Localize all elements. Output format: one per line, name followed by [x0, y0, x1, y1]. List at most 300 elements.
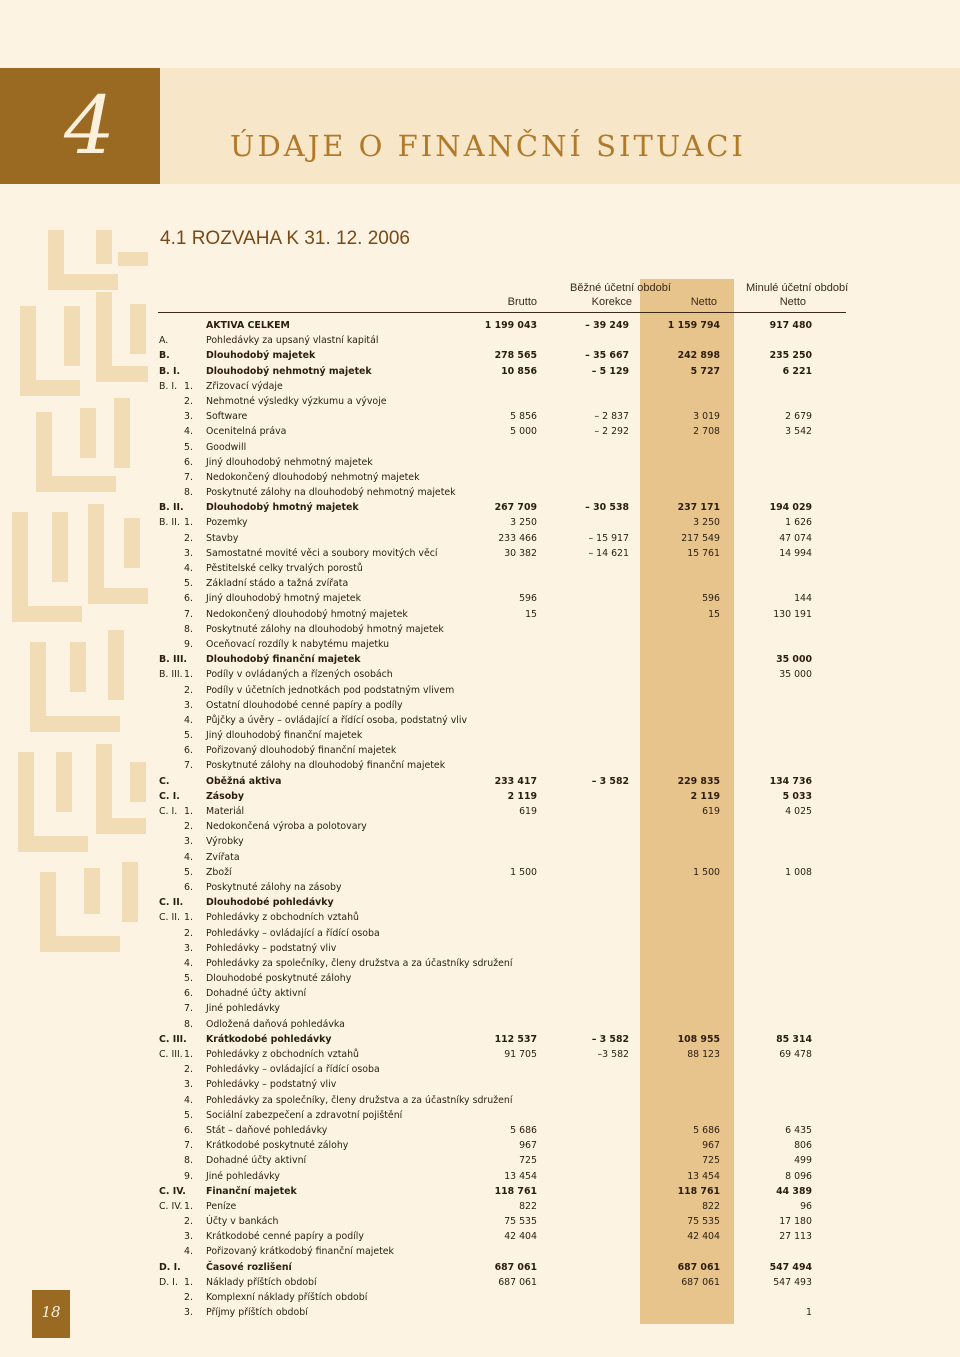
row-code: A. — [159, 335, 169, 347]
row-netto: 3 019 — [693, 411, 720, 423]
row-previous-netto: 235 250 — [769, 350, 812, 362]
table-row — [0, 986, 960, 1001]
row-number: 4. — [184, 1094, 193, 1106]
row-number: 7. — [184, 1003, 193, 1015]
table-row — [0, 910, 960, 925]
table-row — [0, 1169, 960, 1184]
row-brutto: 822 — [519, 1200, 537, 1212]
table-row — [0, 880, 960, 895]
table-row — [0, 926, 960, 941]
row-label: Podíly v účetních jednotkách pod podstatným vlivem — [206, 684, 455, 696]
row-number: 5. — [184, 866, 193, 878]
row-netto: 2 708 — [693, 426, 720, 438]
row-number: 4. — [184, 714, 193, 726]
row-label: Odložená daňová pohledávka — [206, 1018, 345, 1030]
row-brutto: 725 — [519, 1155, 537, 1167]
row-netto: 13 454 — [687, 1170, 720, 1182]
row-korekce: – 2 292 — [594, 426, 629, 438]
row-label: Pohledávky z obchodních vztahů — [206, 1049, 360, 1060]
row-code: C. II. — [159, 897, 184, 909]
row-label: Pozemky — [206, 517, 248, 529]
row-label: Dlouhodobý hmotný majetek — [206, 502, 359, 514]
row-previous-netto: 4 025 — [785, 806, 812, 817]
row-label: Dlouhodobý finanční majetek — [206, 654, 361, 666]
table-row — [0, 1244, 960, 1259]
row-label: Nedokončená výroba a polotovary — [206, 821, 367, 833]
row-brutto: 267 709 — [494, 502, 537, 514]
row-label: Materiál — [206, 806, 245, 817]
table-row — [0, 667, 960, 682]
row-brutto: 118 761 — [494, 1185, 537, 1197]
row-label: Půjčky a úvěry – ovládající a řídící osoba, podstatný vliv — [206, 714, 468, 726]
row-number: 1. — [184, 912, 193, 924]
header-netto: Netto — [690, 296, 717, 308]
row-korekce: – 15 917 — [588, 532, 629, 544]
row-number: 4. — [184, 1246, 193, 1258]
row-brutto: 112 537 — [494, 1033, 537, 1045]
row-number: 7. — [184, 471, 193, 483]
row-code: C. II. — [159, 912, 181, 924]
row-number: 1. — [184, 1276, 193, 1288]
row-previous-netto: 144 — [794, 593, 812, 605]
row-previous-netto: 499 — [794, 1155, 812, 1167]
row-number: 6. — [184, 988, 193, 1000]
row-label: Poskytnuté zálohy na dlouhodobý hmotný majetek — [206, 623, 444, 635]
row-brutto: 5 000 — [510, 426, 537, 438]
row-previous-netto: 3 542 — [785, 426, 812, 438]
row-netto: 822 — [702, 1200, 720, 1212]
row-label: Jiný dlouhodobý hmotný majetek — [206, 593, 361, 605]
table-row — [0, 333, 960, 348]
row-korekce: – 35 667 — [585, 350, 629, 362]
row-number: 2. — [184, 532, 193, 544]
row-previous-netto: 8 096 — [785, 1170, 812, 1182]
row-label: Samostatné movité věci a soubory movitých věcí — [206, 547, 438, 559]
row-previous-netto: 35 000 — [776, 654, 812, 666]
row-netto: 2 119 — [690, 790, 720, 802]
row-code: B. II. — [159, 502, 184, 514]
row-label: Základní stádo a tažná zvířata — [206, 578, 349, 590]
table-row — [0, 850, 960, 865]
table-row — [0, 440, 960, 455]
table-row — [0, 683, 960, 698]
row-previous-netto: 547 493 — [773, 1276, 812, 1288]
table-row — [0, 515, 960, 530]
table-row — [0, 561, 960, 576]
row-label: AKTIVA CELKEM — [206, 320, 290, 331]
row-number: 8. — [184, 623, 193, 635]
row-number: 1. — [184, 380, 193, 392]
row-netto: 1 500 — [693, 866, 720, 878]
row-korekce: – 30 538 — [585, 502, 629, 514]
row-code: B. II. — [159, 517, 180, 529]
row-code: C. I. — [159, 806, 178, 817]
row-label: Peníze — [206, 1200, 237, 1212]
row-previous-netto: 194 029 — [769, 502, 812, 514]
table-row — [0, 713, 960, 728]
row-previous-netto: 5 033 — [782, 790, 812, 802]
row-number: 8. — [184, 1155, 193, 1167]
row-brutto: 233 466 — [498, 532, 537, 544]
row-number: 2. — [184, 395, 193, 407]
row-brutto: 15 — [525, 608, 537, 620]
row-netto: 42 404 — [687, 1231, 720, 1243]
row-label: Pořizovaný krátkodobý finanční majetek — [206, 1246, 394, 1258]
row-label: Dlouhodobý majetek — [206, 350, 316, 362]
table-row — [0, 1138, 960, 1153]
row-netto: 967 — [702, 1140, 720, 1152]
row-previous-netto: 1 — [806, 1307, 812, 1319]
table-row — [0, 394, 960, 409]
table-row — [0, 531, 960, 546]
row-number: 3. — [184, 1307, 193, 1319]
row-brutto: 687 061 — [498, 1276, 537, 1288]
table-row — [0, 1017, 960, 1032]
header-previous-period: Minulé účetní období — [746, 282, 849, 294]
row-label: Pořizovaný dlouhodobý finanční majetek — [206, 745, 397, 757]
row-label: Komplexní náklady příštích období — [206, 1292, 368, 1303]
row-brutto: 2 119 — [507, 790, 537, 802]
row-previous-netto: 69 478 — [779, 1049, 812, 1060]
row-label: Výrobky — [206, 836, 244, 848]
row-label: Zřizovací výdaje — [206, 380, 283, 392]
row-label: Ocenitelná práva — [206, 426, 287, 438]
row-code: B. I. — [159, 365, 181, 377]
row-number: 4. — [184, 426, 193, 438]
table-row — [0, 1260, 960, 1275]
table-row — [0, 348, 960, 363]
table-row — [0, 1123, 960, 1138]
row-korekce: – 3 582 — [591, 1033, 629, 1045]
row-number: 2. — [184, 927, 193, 939]
table-row — [0, 1077, 960, 1092]
row-previous-netto: 2 679 — [785, 411, 812, 423]
row-netto: 687 061 — [681, 1276, 720, 1288]
row-label: Nedokončený dlouhodobý hmotný majetek — [206, 608, 408, 620]
table-row — [0, 698, 960, 713]
row-brutto: 42 404 — [504, 1231, 537, 1243]
row-brutto: 3 250 — [510, 517, 537, 529]
row-code: B. I. — [159, 380, 178, 392]
row-label: Pohledávky z obchodních vztahů — [206, 912, 360, 924]
table-row — [0, 1199, 960, 1214]
row-brutto: 75 535 — [504, 1216, 537, 1228]
table-row — [0, 591, 960, 606]
row-brutto: 10 856 — [501, 365, 537, 377]
row-label: Zásoby — [206, 790, 244, 802]
table-row — [0, 576, 960, 591]
table-row — [0, 470, 960, 485]
row-number: 6. — [184, 456, 193, 468]
row-number: 3. — [184, 1079, 193, 1091]
header-prev-netto: Netto — [779, 296, 806, 308]
row-previous-netto: 130 191 — [773, 608, 812, 620]
row-number: 3. — [184, 1231, 193, 1243]
table-row — [0, 819, 960, 834]
row-netto: 5 686 — [693, 1124, 720, 1136]
row-label: Finanční majetek — [206, 1185, 297, 1197]
row-brutto: 967 — [519, 1140, 537, 1152]
row-label: Jiné pohledávky — [206, 1003, 280, 1015]
row-number: 2. — [184, 1064, 193, 1076]
row-label: Jiné pohledávky — [206, 1170, 280, 1182]
row-netto: 118 761 — [677, 1185, 720, 1197]
header-korekce: Korekce — [591, 296, 632, 308]
row-brutto: 91 705 — [504, 1049, 537, 1060]
row-label: Podíly v ovládaných a řízených osobách — [206, 669, 393, 681]
row-brutto: 5 686 — [510, 1124, 537, 1136]
row-previous-netto: 85 314 — [776, 1033, 812, 1045]
row-label: Sociální zabezpečení a zdravotní pojištění — [206, 1109, 403, 1121]
row-code: C. III. — [159, 1049, 183, 1060]
balance-sheet-table — [0, 318, 960, 1320]
row-previous-netto: 547 494 — [769, 1261, 812, 1273]
row-number: 7. — [184, 1140, 193, 1152]
page-number: 18 — [41, 1303, 61, 1321]
table-row — [0, 1275, 960, 1290]
table-row — [0, 1214, 960, 1229]
row-label: Pohledávky – ovládající a řídící osoba — [206, 1064, 380, 1076]
row-previous-netto: 47 074 — [779, 532, 812, 544]
row-number: 4. — [184, 957, 193, 969]
row-number: 2. — [184, 1292, 193, 1303]
row-number: 4. — [184, 563, 193, 574]
row-label: Oběžná aktiva — [206, 775, 282, 787]
row-number: 5. — [184, 730, 193, 742]
row-number: 6. — [184, 745, 193, 757]
row-label: Stát – daňové pohledávky — [206, 1124, 328, 1136]
table-row — [0, 1290, 960, 1305]
table-row — [0, 774, 960, 789]
row-label: Goodwill — [206, 441, 247, 453]
row-code: C. IV. — [159, 1185, 186, 1197]
table-row — [0, 1229, 960, 1244]
row-number: 7. — [184, 608, 193, 620]
row-code: C. I. — [159, 790, 180, 802]
row-previous-netto: 14 994 — [779, 547, 812, 559]
row-netto: 242 898 — [677, 350, 720, 362]
table-row — [0, 379, 960, 394]
row-label: Pohledávky za upsaný vlastní kapitál — [206, 335, 379, 347]
table-row — [0, 1305, 960, 1320]
row-label: Dohadné účty aktivní — [206, 1155, 307, 1167]
row-number: 3. — [184, 699, 193, 711]
row-brutto: 1 199 043 — [484, 320, 537, 331]
table-row — [0, 956, 960, 971]
row-korekce: – 5 129 — [591, 365, 629, 377]
row-netto: 725 — [702, 1155, 720, 1167]
row-netto: 5 727 — [690, 365, 720, 377]
table-row — [0, 485, 960, 500]
row-brutto: 278 565 — [494, 350, 537, 362]
row-label: Poskytnuté zálohy na zásoby — [206, 881, 342, 893]
table-row — [0, 318, 960, 333]
header-rule — [158, 312, 846, 313]
row-label: Poskytnuté zálohy na dlouhodobý finanční majetek — [206, 760, 446, 772]
row-previous-netto: 134 736 — [769, 775, 812, 787]
section-title: 4.1 ROZVAHA K 31. 12. 2006 — [160, 228, 410, 249]
row-label: Dlouhodobý nehmotný majetek — [206, 365, 372, 377]
table-row — [0, 941, 960, 956]
row-code: B. III. — [159, 669, 183, 681]
row-number: 4. — [184, 851, 193, 863]
row-code: D. I. — [159, 1261, 181, 1273]
row-previous-netto: 6 435 — [785, 1124, 812, 1136]
row-label: Dohadné účty aktivní — [206, 988, 307, 1000]
row-previous-netto: 17 180 — [779, 1216, 812, 1228]
row-label: Stavby — [206, 532, 239, 544]
header-current-period: Běžné účetní období — [570, 282, 671, 294]
row-previous-netto: 1 626 — [785, 517, 812, 529]
table-row — [0, 728, 960, 743]
row-number: 1. — [184, 1200, 193, 1212]
row-number: 5. — [184, 578, 193, 590]
row-brutto: 596 — [519, 593, 537, 605]
row-netto: 88 123 — [687, 1049, 720, 1060]
table-row — [0, 455, 960, 470]
table-row — [0, 424, 960, 439]
row-netto: 75 535 — [687, 1216, 720, 1228]
table-row — [0, 865, 960, 880]
row-label: Krátkodobé poskytnuté zálohy — [206, 1140, 349, 1152]
row-brutto: 233 417 — [494, 775, 537, 787]
row-number: 5. — [184, 441, 193, 453]
table-row — [0, 546, 960, 561]
table-row — [0, 409, 960, 424]
table-row — [0, 1062, 960, 1077]
row-number: 1. — [184, 1049, 193, 1060]
row-label: Pohledávky – podstatný vliv — [206, 1079, 337, 1091]
row-previous-netto: 96 — [800, 1200, 812, 1212]
row-label: Jiný dlouhodobý nehmotný majetek — [206, 456, 373, 468]
row-label: Dlouhodobé poskytnuté zálohy — [206, 973, 352, 985]
table-row — [0, 1032, 960, 1047]
row-netto: 15 761 — [687, 547, 720, 559]
row-number: 2. — [184, 821, 193, 833]
row-netto: 596 — [702, 593, 720, 605]
row-code: C. III. — [159, 1033, 187, 1045]
row-brutto: 619 — [519, 806, 537, 817]
row-number: 5. — [184, 1109, 193, 1121]
row-number: 5. — [184, 973, 193, 985]
row-label: Pěstitelské celky trvalých porostů — [206, 563, 363, 574]
table-row — [0, 1184, 960, 1199]
chapter-title: ÚDAJE O FINANČNÍ SITUACI — [230, 129, 746, 163]
row-netto: 15 — [708, 608, 720, 620]
row-netto: 229 835 — [677, 775, 720, 787]
row-netto: 619 — [702, 806, 720, 817]
row-label: Zboží — [206, 866, 232, 878]
row-number: 2. — [184, 1216, 193, 1228]
row-korekce: – 2 837 — [594, 411, 629, 423]
row-brutto: 30 382 — [504, 547, 537, 559]
row-label: Krátkodobé cenné papíry a podíly — [206, 1231, 364, 1243]
row-netto: 3 250 — [693, 517, 720, 529]
row-number: 3. — [184, 942, 193, 954]
row-previous-netto: 27 113 — [779, 1231, 812, 1243]
row-label: Časové rozlišení — [206, 1261, 292, 1273]
row-label: Náklady příštích období — [206, 1276, 317, 1288]
row-label: Pohledávky – ovládající a řídící osoba — [206, 927, 380, 939]
table-row — [0, 364, 960, 379]
row-korekce: – 3 582 — [591, 775, 629, 787]
row-label: Nedokončený dlouhodobý nehmotný majetek — [206, 471, 420, 483]
row-code: B. III. — [159, 654, 187, 666]
row-label: Ostatní dlouhodobé cenné papíry a podíly — [206, 699, 403, 711]
row-netto: 687 061 — [677, 1261, 720, 1273]
row-brutto: 13 454 — [504, 1170, 537, 1182]
row-label: Krátkodobé pohledávky — [206, 1033, 332, 1045]
row-label: Nehmotné výsledky výzkumu a vývoje — [206, 395, 387, 407]
table-row — [0, 652, 960, 667]
row-label: Oceňovací rozdíly k nabytému majetku — [206, 638, 390, 650]
row-brutto: 1 500 — [510, 866, 537, 878]
row-previous-netto: 917 480 — [769, 320, 812, 331]
row-label: Zvířata — [206, 851, 240, 863]
row-number: 9. — [184, 1170, 193, 1182]
row-previous-netto: 35 000 — [779, 669, 812, 681]
row-label: Jiný dlouhodobý finanční majetek — [206, 730, 363, 742]
row-netto: 217 549 — [681, 532, 720, 544]
row-number: 3. — [184, 836, 193, 848]
row-previous-netto: 806 — [794, 1140, 812, 1152]
row-code: D. I. — [159, 1276, 178, 1288]
row-number: 6. — [184, 1124, 193, 1136]
table-row — [0, 1108, 960, 1123]
row-code: C. IV. — [159, 1200, 183, 1212]
table-row — [0, 1093, 960, 1108]
row-previous-netto: 44 389 — [776, 1185, 812, 1197]
row-label: Pohledávky za společníky, členy družstva a za účastníky sdružení — [206, 957, 513, 969]
row-number: 3. — [184, 547, 193, 559]
row-number: 1. — [184, 806, 193, 817]
row-label: Pohledávky – podstatný vliv — [206, 942, 337, 954]
row-number: 6. — [184, 881, 193, 893]
row-code: B. — [159, 350, 170, 362]
row-number: 9. — [184, 638, 193, 650]
table-row — [0, 500, 960, 515]
row-previous-netto: 1 008 — [785, 866, 812, 878]
row-number: 1. — [184, 517, 193, 529]
row-brutto: 687 061 — [494, 1261, 537, 1273]
row-label: Účty v bankách — [206, 1216, 279, 1228]
row-number: 8. — [184, 487, 193, 499]
table-row — [0, 804, 960, 819]
row-number: 3. — [184, 411, 193, 423]
row-number: 2. — [184, 684, 193, 696]
row-number: 8. — [184, 1018, 193, 1030]
table-row — [0, 1047, 960, 1062]
row-label: Pohledávky za společníky, členy družstva a za účastníky sdružení — [206, 1094, 513, 1106]
row-number: 6. — [184, 593, 193, 605]
table-row — [0, 1153, 960, 1168]
row-netto: 237 171 — [677, 502, 720, 514]
row-korekce: –3 582 — [597, 1049, 629, 1060]
table-row — [0, 789, 960, 804]
row-label: Poskytnuté zálohy na dlouhodobý nehmotný majetek — [206, 487, 456, 499]
chapter-number: 4 — [64, 79, 115, 172]
table-row — [0, 758, 960, 773]
row-label: Příjmy příštích období — [206, 1307, 308, 1319]
table-row — [0, 622, 960, 637]
table-row — [0, 971, 960, 986]
row-netto: 1 159 794 — [667, 320, 720, 331]
row-code: C. — [159, 775, 170, 787]
table-row — [0, 743, 960, 758]
row-brutto: 5 856 — [510, 411, 537, 423]
table-row — [0, 1001, 960, 1016]
row-label: Dlouhodobé pohledávky — [206, 897, 334, 909]
